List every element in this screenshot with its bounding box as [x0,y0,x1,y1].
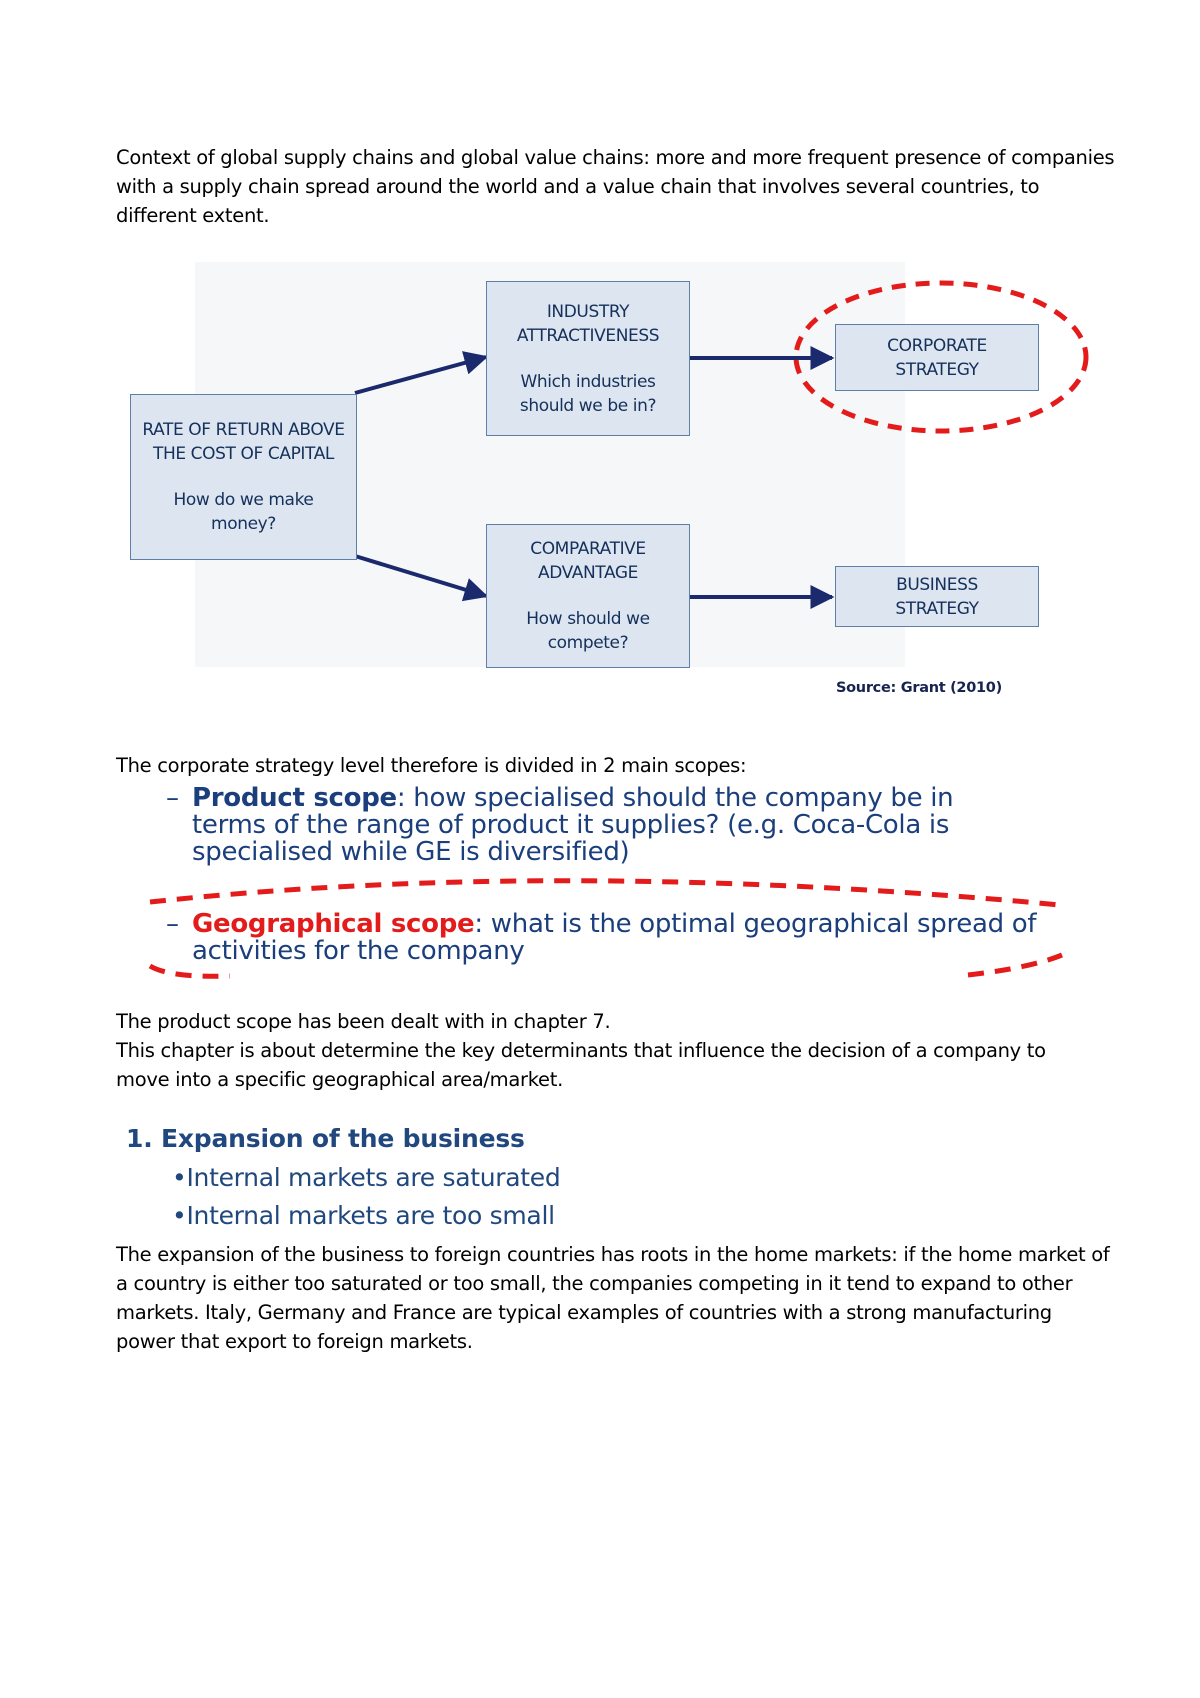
product-scope-block [166,785,953,866]
scopes-intro: The corporate strategy level therefore is divided in 2 main scopes: [116,754,747,777]
business-box-line1: BUSINESS [896,574,978,595]
comparative-box-title-line1: COMPARATIVE [530,539,646,559]
corporate-strategy-box [835,324,1039,391]
geo-scope-text-line2: activities for the company [192,936,525,966]
rate-of-return-box [130,394,357,560]
geo-scope-label: Geographical scope [192,909,475,939]
industry-box-question-line1: Which industries [520,371,656,392]
chapter-line-1: The product scope has been dealt with in chapter 7. [116,1010,611,1033]
bullet-too-small: •Internal markets are too small [172,1201,555,1230]
rate-box-title-line2: THE COST OF CAPITAL [152,444,335,464]
comparative-box-question-line2: compete? [547,633,629,653]
intro-paragraph: Context of global supply chains and global value chains: more and more frequent presence of companies with a supply chain spread around the world and a value chain that involves several countries, to different extent. [116,146,1115,227]
geo-scope-block [166,911,1036,965]
corporate-box-line1: CORPORATE [887,335,987,356]
chapter-line-2: This chapter is about determine the key determinants that influence the decision of a company to [116,1039,1046,1062]
product-scope-text-line3: specialised while GE is diversified) [192,837,630,867]
comparative-box-question-line1: How should we [526,609,650,629]
industry-attractiveness-box [486,281,690,436]
geo-scope-highlight-bottom [150,966,230,976]
geo-scope-highlight [150,881,1060,905]
product-scope-label: Product scope [192,783,397,813]
comparative-advantage-box [486,524,690,668]
business-strategy-box [835,566,1039,627]
geo-scope-dash: – [166,909,179,939]
corporate-box-line2: STRATEGY [895,359,979,380]
industry-box-title-line1: INDUSTRY [546,301,630,322]
rate-box-question-line2: money? [211,514,276,534]
closing-paragraph: The expansion of the business to foreign countries has roots in the home markets: if the home market of a country is either too saturated or too small, the companies competing in it tend to expand to other markets. Italy, Germany and France are typical examples of countries with a strong manufacturing power that export to foreign markets. [116,1243,1110,1353]
bullet-saturated: •Internal markets are saturated [172,1163,561,1192]
section-heading: 1. Expansion of the business [126,1124,525,1153]
geo-scope-text-line1: : what is the optimal geographical spread of [474,909,1037,939]
business-box-line2: STRATEGY [895,598,979,619]
rate-box-question-line1: How do we make [173,490,314,510]
industry-box-title-line2: ATTRACTIVENESS [516,325,660,346]
chapter-line-3: move into a specific geographical area/market. [116,1068,563,1091]
diagram-source: Source: Grant (2010) [836,680,1002,696]
product-scope-dash: – [166,783,179,813]
rate-box-title-line1: RATE OF RETURN ABOVE [142,420,345,440]
product-scope-text-line2: terms of the range of product it supplies? (e.g. Coca-Cola is [192,810,950,840]
product-scope-text-line1: : how specialised should the company be in [396,783,954,813]
industry-box-question-line2: should we be in? [519,395,657,416]
comparative-box-title-line2: ADVANTAGE [537,563,639,583]
